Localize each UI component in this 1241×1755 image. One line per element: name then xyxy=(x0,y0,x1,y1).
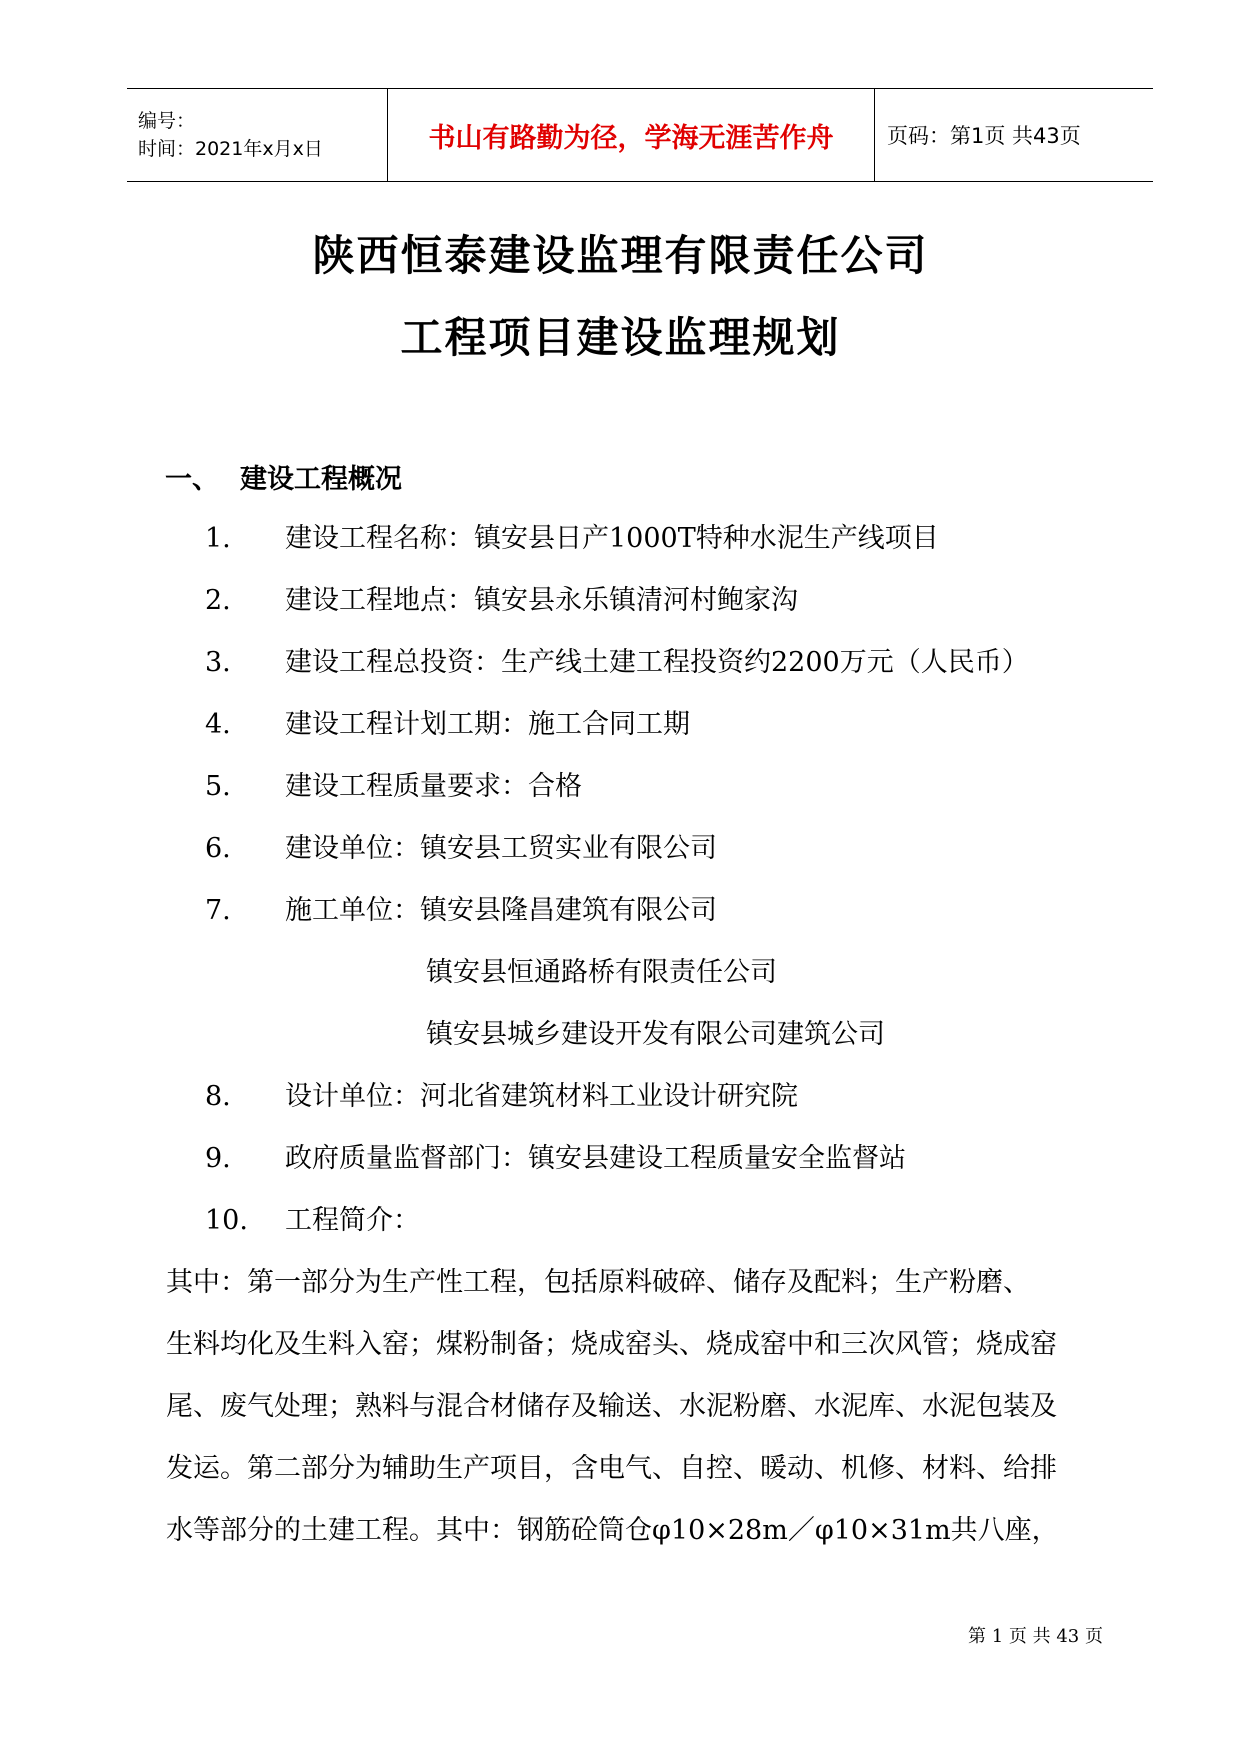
item-text: 工程简介： xyxy=(285,1205,420,1236)
number-label: 编号： xyxy=(138,110,196,132)
item-number: 1. xyxy=(205,523,231,554)
contractor-line: 镇安县城乡建设开发有限公司建筑公司 xyxy=(426,1019,885,1050)
item-number: 8. xyxy=(205,1081,231,1112)
section-title: 建设工程概况 xyxy=(240,464,402,495)
page-code-text: 页码：第1页 共43页 xyxy=(887,124,1081,148)
list-item xyxy=(205,826,717,865)
item-text: 设计单位：河北省建筑材料工业设计研究院 xyxy=(285,1081,798,1112)
item-number: 10. xyxy=(205,1205,248,1236)
paragraph-line: 其中：第一部分为生产性工程，包括原料破碎、储存及配料；生产粉磨、 xyxy=(166,1267,1030,1298)
item-number: 2. xyxy=(205,585,231,616)
list-item xyxy=(205,764,582,803)
item-number: 5. xyxy=(205,771,231,802)
paragraph-line: 发运。第二部分为辅助生产项目，含电气、自控、暖动、机修、材料、给排 xyxy=(166,1453,1057,1484)
list-item xyxy=(205,516,939,555)
list-item xyxy=(205,640,1029,679)
item-text: 建设单位：镇安县工贸实业有限公司 xyxy=(285,833,717,864)
motto-text: 书山有路勤为径，学海无涯苦作舟 xyxy=(428,122,834,154)
document-title: 工程项目建设监理规划 xyxy=(400,313,841,362)
time-label: 时间：2021年x月x日 xyxy=(138,138,323,160)
item-text: 建设工程名称：镇安县日产1000T特种水泥生产线项目 xyxy=(285,523,939,554)
list-item xyxy=(205,888,717,927)
item-number: 7. xyxy=(205,895,231,926)
list-item xyxy=(205,1198,420,1237)
item-text: 建设工程总投资：生产线土建工程投资约2200万元（人民币） xyxy=(285,647,1029,678)
page-header xyxy=(127,88,1153,182)
item-number: 3. xyxy=(205,647,231,678)
item-text: 建设工程质量要求：合格 xyxy=(285,771,582,802)
item-number: 9. xyxy=(205,1143,231,1174)
list-item xyxy=(205,578,798,617)
item-text: 建设工程地点：镇安县永乐镇清河村鲍家沟 xyxy=(285,585,798,616)
item-text: 施工单位：镇安县隆昌建筑有限公司 xyxy=(285,895,717,926)
item-text: 政府质量监督部门：镇安县建设工程质量安全监督站 xyxy=(285,1143,906,1174)
paragraph-line: 尾、废气处理；熟料与混合材储存及输送、水泥粉磨、水泥库、水泥包装及 xyxy=(166,1391,1057,1422)
page-footer: 第 1 页 共 43 页 xyxy=(968,1626,1103,1647)
contractor-line: 镇安县恒通路桥有限责任公司 xyxy=(426,957,777,988)
header-meta xyxy=(127,89,388,181)
paragraph-line: 生料均化及生料入窑；煤粉制备；烧成窑头、烧成窑中和三次风管；烧成窑 xyxy=(166,1329,1057,1360)
paragraph-line: 水等部分的土建工程。其中：钢筋砼筒仓φ10×28m／φ10×31m共八座， xyxy=(166,1515,1059,1546)
section-heading xyxy=(165,457,402,496)
section-number: 一、 xyxy=(165,464,219,495)
list-item xyxy=(205,1136,906,1175)
list-item xyxy=(205,702,690,741)
header-page-code xyxy=(875,89,1153,181)
list-item xyxy=(205,1074,798,1113)
company-title: 陕西恒泰建设监理有限责任公司 xyxy=(312,231,929,280)
item-number: 6. xyxy=(205,833,231,864)
header-motto xyxy=(388,89,875,181)
item-number: 4. xyxy=(205,709,231,740)
item-text: 建设工程计划工期：施工合同工期 xyxy=(285,709,690,740)
